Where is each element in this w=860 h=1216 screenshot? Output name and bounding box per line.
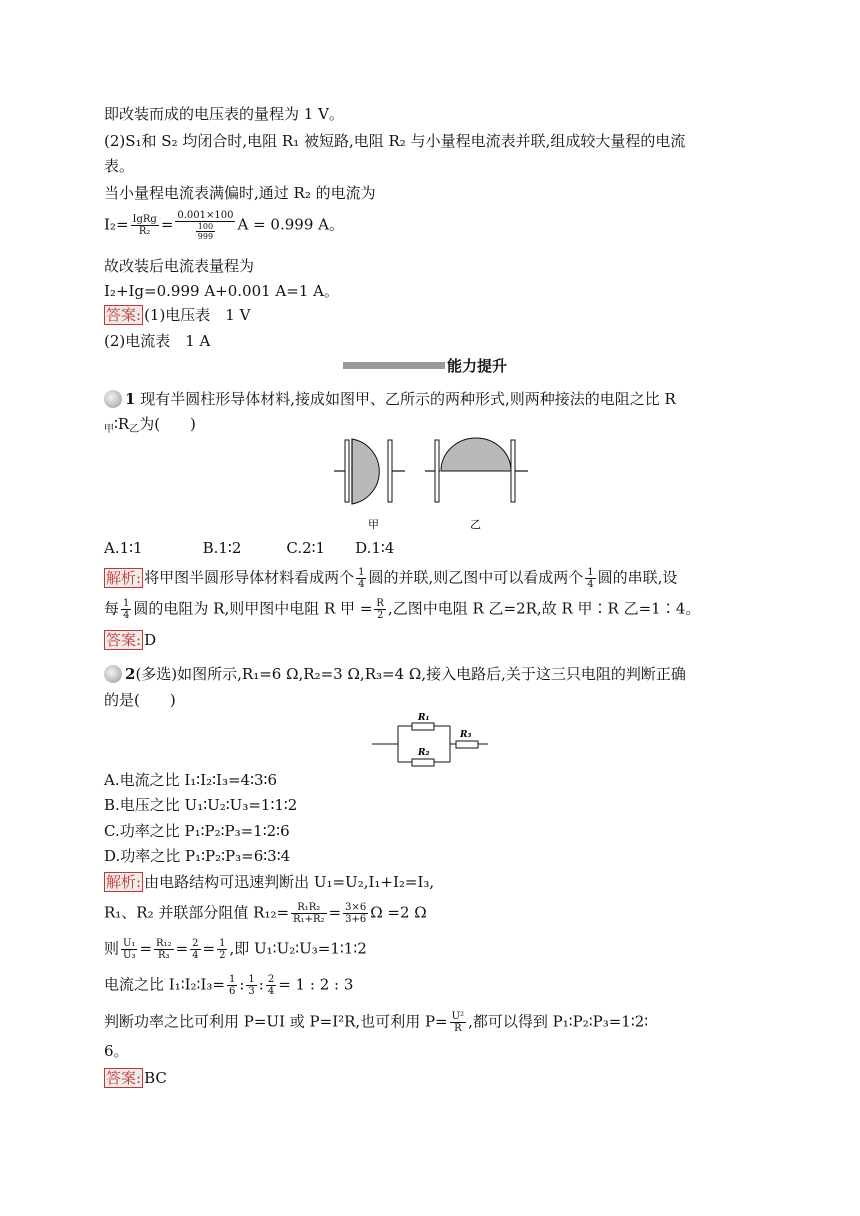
fraction: $\frac{\text{IgRg}}{\text{R₂}}$ — [132, 214, 157, 237]
label-r3: R₃ — [460, 730, 472, 740]
answer-tag: 答案: — [106, 1069, 142, 1087]
question-1-answer: 答案: D — [106, 631, 157, 649]
option-d: D.功率之比 P₁∶P₂∶P₃=6∶3∶4 — [104, 847, 291, 865]
label-r1: R₁ — [418, 713, 430, 723]
option-a: A.电流之比 I₁∶I₂∶I₃=4∶3∶6 — [104, 771, 277, 789]
text-line: I₂+Ig=0.999 A+0.001 A=1 A。 — [104, 282, 339, 300]
question-1-analysis: 解析: 将甲图半圆形导体材料看成两个 $\frac{1}{4}$ 圆的并联,则乙图中可以看成两个 $\frac{1}{4}$ 圆的串联,设 — [106, 567, 678, 590]
answer-line — [104, 305, 250, 325]
label-r2: R₂ — [418, 748, 430, 758]
text-line: (2)电流表 1 A — [104, 332, 211, 350]
question-1-options: A.1∶1 B.1∶2 C.2∶1 D.1∶4 — [104, 539, 395, 557]
section-title: 能力提升 — [447, 357, 508, 375]
question-number: 2 — [125, 665, 136, 683]
formula-rhs: A = 0.999 A。 — [237, 215, 344, 234]
question-bullet-icon — [104, 665, 122, 683]
text-line: 故改装后电流表量程为 — [104, 257, 255, 275]
answer-tag: 答案: — [106, 306, 142, 324]
question-2-answer: 答案: BC — [106, 1069, 167, 1087]
question-bullet-icon — [104, 390, 122, 408]
question-number: 1 — [125, 390, 136, 408]
section-bar — [343, 362, 445, 369]
fraction: $\frac{0.001\times 100}{\frac{100}{999}}$ — [177, 210, 234, 241]
analysis-line: 电流之比 I₁∶I₂∶I₃= $\frac{1}{6}$ : $\frac{1}{3}$ : $\frac{2}{4}$ = 1 : 2 : 3 — [104, 974, 354, 997]
figure-label-jia: 甲 — [368, 518, 379, 531]
analysis-line: 则 $\frac{\text{U₁}}{\text{U₃}}$ = $\frac{\text{R₁₂}}{\text{R₃}}$ = $\frac{2}{4}$ = $\frac{1}{2}$ ,即 U₁∶U₂∶U₃=1∶1∶2 — [104, 938, 367, 961]
text-line: 表。 — [104, 157, 135, 175]
formula-line — [104, 210, 344, 241]
formula-lhs: I₂= — [104, 215, 129, 234]
circuit-figure — [370, 710, 490, 770]
question-1-analysis-cont: 每 $\frac{1}{4}$ 圆的电阻为 R,则甲图中电阻 R 甲 = $\frac{R}{2}$ ,乙图中电阻 R 乙=2R,故 R 甲∶R 乙=1∶4。 — [104, 598, 701, 621]
question-2-analysis: 解析: 由电路结构可迅速判断出 U₁=U₂,I₁+I₂=I₃, — [106, 873, 435, 891]
figure-label-yi: 乙 — [470, 518, 481, 531]
analysis-tag: 解析: — [106, 568, 142, 587]
analysis-line: 6。 — [104, 1042, 129, 1060]
analysis-tag: 解析: — [106, 873, 142, 891]
question-2-stem: 2(多选)如图所示,R₁=6 Ω,R₂=3 Ω,R₃=4 Ω,接入电路后,关于这三只电阻的判断正确 — [104, 664, 686, 684]
option-b: B.电压之比 U₁∶U₂∶U₃=1∶1∶2 — [104, 796, 298, 814]
question-1-stem: 1 现有半圆柱形导体材料,接成如图甲、乙所示的两种形式,则两种接法的电阻之比 R — [104, 389, 676, 409]
question-1-stem-cont: $_甲∶R_乙$为( ) — [104, 415, 196, 435]
answer-tag: 答案: — [106, 631, 142, 649]
option-c: C.功率之比 P₁∶P₂∶P₃=1∶2∶6 — [104, 822, 290, 840]
equals: = — [160, 215, 174, 234]
question-2-stem-cont: 的是( ) — [104, 691, 176, 709]
analysis-line: R₁、R₂ 并联部分阻值 R₁₂= $\frac{\text{R₁R₂}}{\text{R₁+R₂}}$ = $\frac{3\times 6}{3+6}$ Ω =2 Ω — [104, 902, 427, 925]
analysis-line: 判断功率之比可利用 P=UI 或 P=I²R,也可利用 P= $\frac{\text{U²}}{R}$ ,都可以得到 P₁∶P₂∶P₃=1∶2∶ — [104, 1011, 649, 1034]
semicylinder-figure — [330, 436, 530, 532]
answer-text: (1)电压表 1 V — [144, 306, 251, 324]
text-line: 即改装而成的电压表的量程为 1 V。 — [104, 105, 344, 123]
text-line: 当小量程电流表满偏时,通过 R₂ 的电流为 — [104, 184, 376, 202]
text-line: (2)S₁和 S₂ 均闭合时,电阻 R₁ 被短路,电阻 R₂ 与小量程电流表并联,组成较大量程的电流 — [104, 132, 686, 150]
